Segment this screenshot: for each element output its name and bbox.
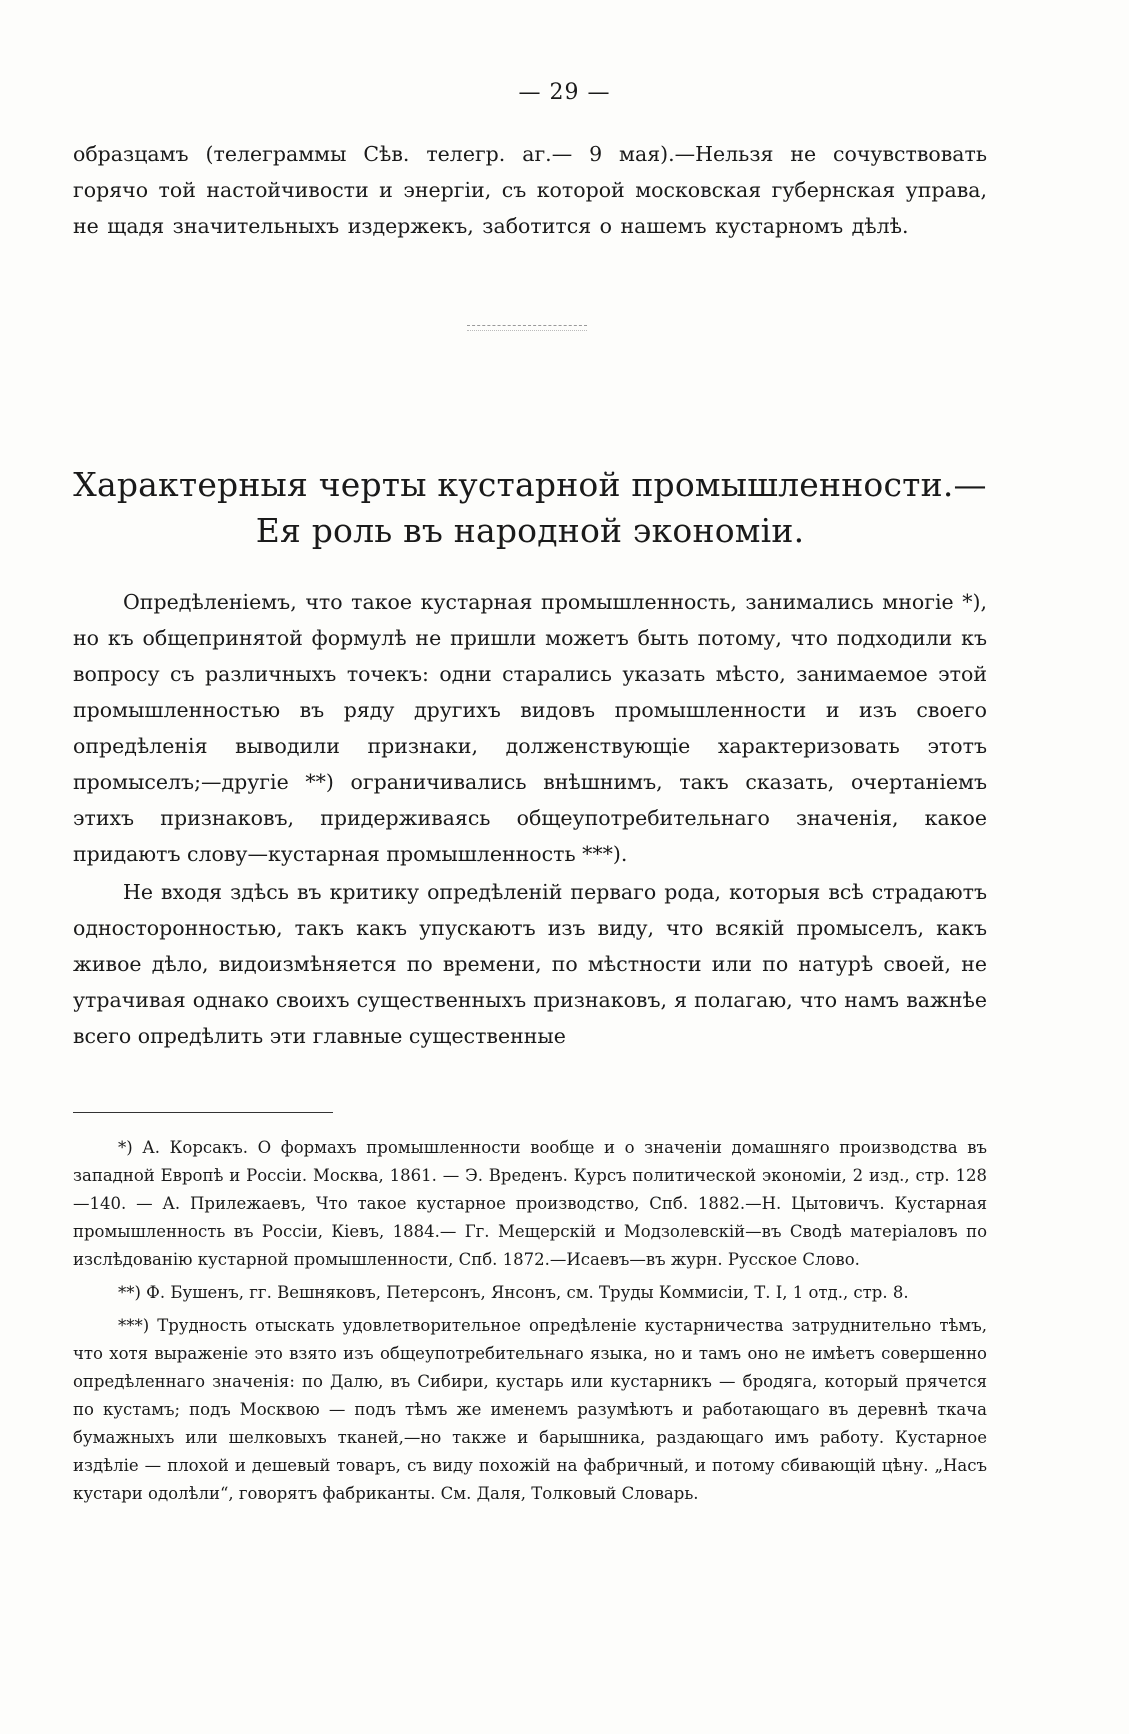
body-text [73,584,987,1054]
footnote-3: ***) Трудность отыскать удовлетворительное опредѣленіе кустарничества затруднительно тѣмъ, что хотя выраженіе это взято изъ общеупотребительнаго языка, но и тамъ оно не имѣетъ совершенно опредѣленнаго значенія: по Далю, въ Сибири, кустарь или кустарникъ — бродяга, который прячется по кустамъ; подъ Москвою — подъ тѣмъ же именемъ разумѣютъ и работающаго въ деревнѣ ткача бумажныхъ или шелковыхъ тканей,—но также и барышника, раздающаго имъ работу. Кустарное издѣліе — плохой и дешевый товаръ, съ виду похожій на фабричный, и потому сбивающій цѣну. „Насъ кустари одолѣли“, говорятъ фабриканты. См. Даля, Толковый Словарь. [73,1316,987,1503]
footnote-2: **) Ф. Бушенъ, гг. Вешняковъ, Петерсонъ, Янсонъ, см. Труды Коммисіи, Т. I, 1 отд., стр. 8. [118,1283,909,1302]
section-heading: Характерныя черты кустарной промышленности.—Ея роль въ народной экономіи. [73,465,987,550]
body-paragraph-1: Опредѣленіемъ, что такое кустарная промышленность, занимались многіе *), но къ общепринятой формулѣ не пришли можетъ быть потому, что подходили къ вопросу съ различныхъ точекъ: одни старались указать мѣсто, занимаемое этой промышленностью въ ряду другихъ видовъ промышленности и изъ своего опредѣленія выводили признаки, долженствующіе характеризовать этотъ промыселъ;—другіе **) ограничивались внѣшнимъ, такъ сказать, очертаніемъ этихъ признаковъ, придерживаясь общеупотребительнаго значенія, какое придаютъ слову—кустарная промышленность ***). [73,590,987,866]
footnote-1: *) А. Корсакъ. О формахъ промышленности вообще и о значеніи домашняго производства въ западной Европѣ и Россіи. Москва, 1861. — Э. Вреденъ. Курсъ политической экономіи, 2 изд., стр. 128—140. — А. Прилежаевъ, Что такое кустарное производство, Спб. 1882.—Н. Цытовичъ. Кустарная промышленность въ Россіи, Кіевъ, 1884.— Гг. Мещерскій и Модзолевскій—въ Сводѣ матеріаловъ по изслѣдованію кустарной промышленности, Спб. 1872.—Исаевъ—въ журн. Русское Слово. [73,1138,987,1269]
top-paragraph-block [73,136,987,244]
top-paragraph: образцамъ (телеграммы Сѣв. телегр. аг.— 9 мая).—Нельзя не сочувствовать горячо той настойчивости и энергіи, съ которой московская губернская управа, не щадя значительныхъ издержекъ, заботится о нашемъ кустарномъ дѣлѣ. [73,142,987,238]
footnote-separator [73,1112,333,1113]
body-paragraph-2: Не входя здѣсь въ критику опредѣленій перваго рода, которыя всѣ страдаютъ односторонностью, такъ какъ упускаютъ изъ виду, что всякій промыселъ, какъ живое дѣло, видоизмѣняется по времени, по мѣстности или по натурѣ своей, не утрачивая однако своихъ существенныхъ признаковъ, я полагаю, что намъ важнѣе всего опредѣлить эти главные существенные [73,880,987,1048]
page-number: — 29 — [518,80,611,105]
footnotes [73,1134,987,1513]
section-divider-ornament [467,325,587,331]
